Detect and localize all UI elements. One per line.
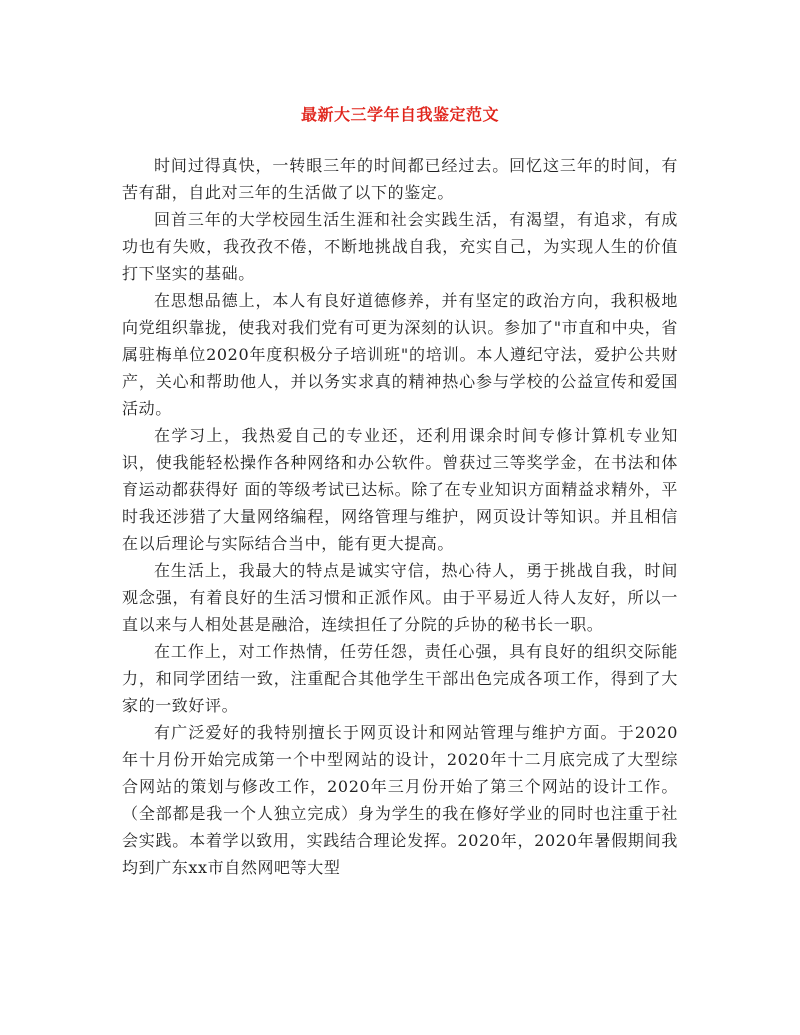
paragraph-work: 在工作上，对工作热情，任劳任怨，责任心强，具有良好的组织交际能力，和同学团结一致，注重配合其他学生干部出色完成各项工作，得到了大家的一致好评。 <box>122 642 678 715</box>
paragraph-hobbies: 有广泛爱好的我特别擅长于网页设计和网站管理与维护方面。于2020年十月份开始完成第一个中型网站的设计，2020年十二月底完成了大型综合网站的策划与修改工作，2020年三月份开始了第三个网站的设计工作。（全部都是我一个人独立完成）身为学生的我在修好学业的同时也注重于社会实践。本着学以致用，实践结合理论发挥。2020年，2020年暑假期间我均到广东xx市自然网吧等大型 <box>122 723 678 877</box>
paragraph-ideology: 在思想品德上，本人有良好道德修养，并有坚定的政治方向，我积极地向党组织靠拢，使我对我们党有可更为深刻的认识。参加了"市直和中央，省属驻梅单位2020年度积极分子培训班"的培训。本人遵纪守法，爱护公共财产，关心和帮助他人，并以务实求真的精神热心参与学校的公益宣传和爱国活动。 <box>122 291 678 418</box>
paragraph-life: 在生活上，我最大的特点是诚实守信，热心待人，勇于挑战自我，时间观念强，有着良好的生活习惯和正派作风。由于平易近人待人友好，所以一直以来与人相处甚是融洽，连续担任了分院的乒协的秘书长一职。 <box>122 561 678 634</box>
document-title: 最新大三学年自我鉴定范文 <box>300 105 499 124</box>
document-body <box>122 152 678 881</box>
paragraph-review: 回首三年的大学校园生活生涯和社会实践生活，有渴望，有追求，有成功也有失败，我孜孜不倦，不断地挑战自我，充实自己，为实现人生的价值打下坚实的基础。 <box>122 210 678 283</box>
paragraph-intro: 时间过得真快，一转眼三年的时间都已经过去。回忆这三年的时间，有苦有甜，自此对三年的生活做了以下的鉴定。 <box>122 156 678 202</box>
paragraph-study: 在学习上，我热爱自己的专业还，还利用课余时间专修计算机专业知识，使我能轻松操作各种网络和办公软件。曾获过三等奖学金，在书法和体育运动都获得好 面的等级考试已达标。除了在专业知识方面精益求精外，平时我还涉猎了大量网络编程，网络管理与维护，网页设计等知识。并且相信在以后理论与实际结合当中，能有更大提高。 <box>122 426 678 553</box>
